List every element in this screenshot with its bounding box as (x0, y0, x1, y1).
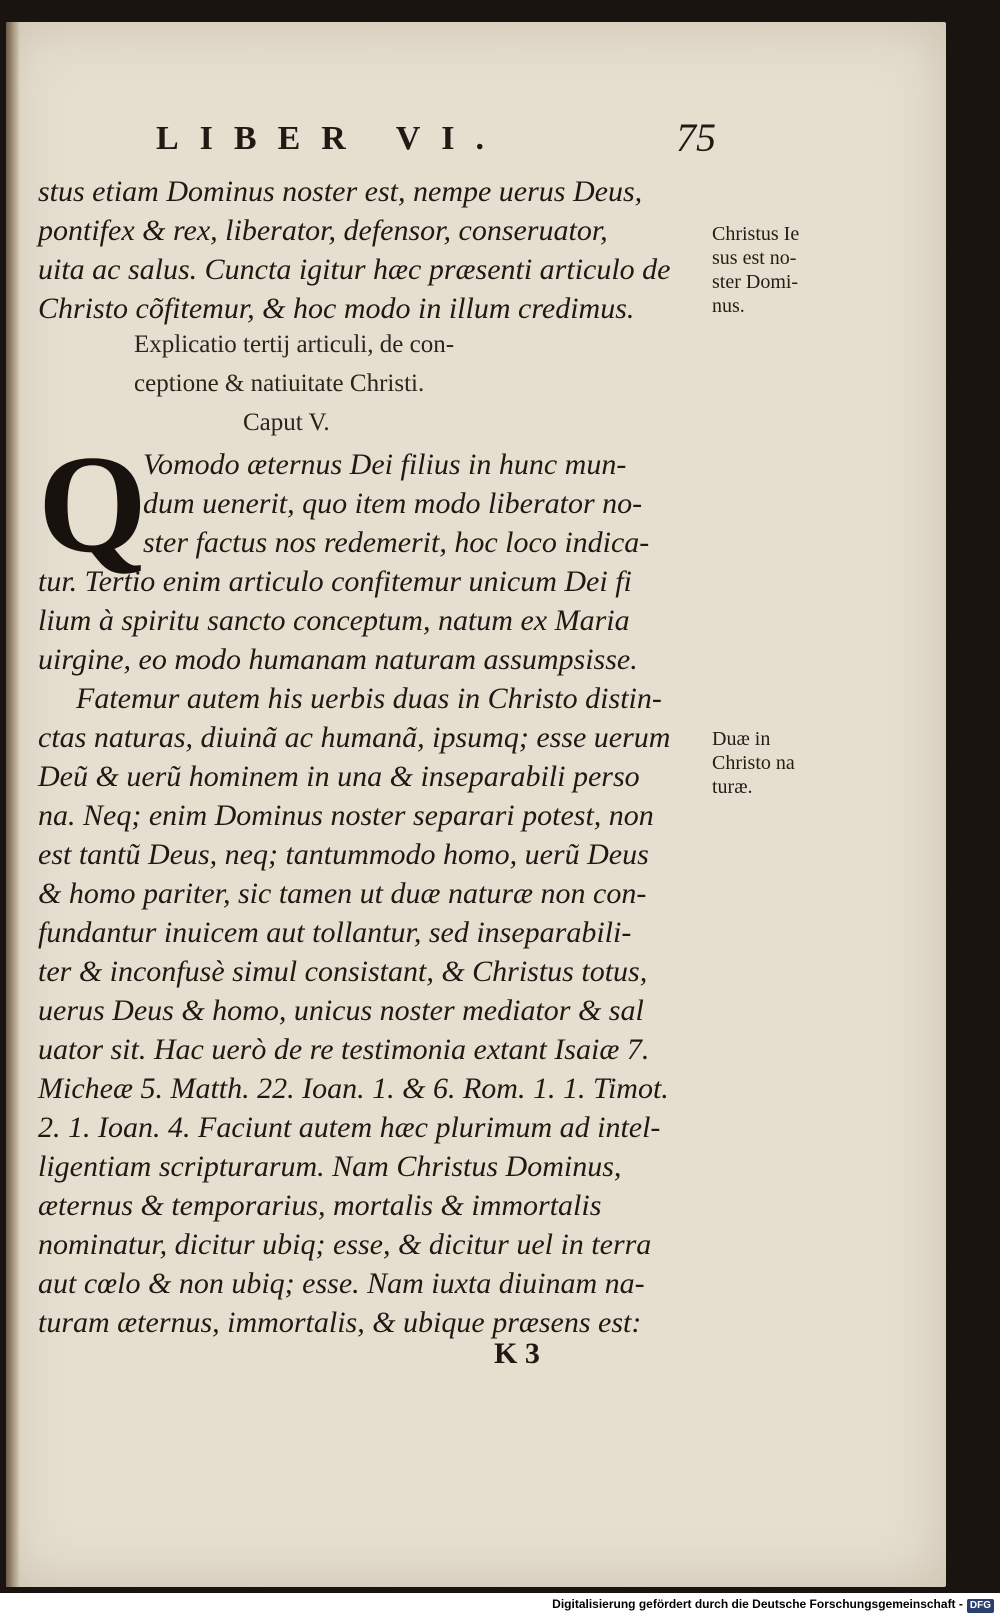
margin-note-line: Christo na (712, 752, 795, 774)
text-line: uator sit. Hac uerò de re testimonia extant Isaiæ 7. (38, 1033, 650, 1066)
margin-note-line: sus est no- (712, 247, 797, 269)
text-line: fundantur inuicem aut tollantur, sed inseparabili- (38, 916, 632, 949)
signature-mark: K 3 (494, 1337, 540, 1370)
text-line: ter & inconfusè simul consistant, & Christus totus, (38, 955, 648, 988)
margin-note-line: Duæ in (712, 728, 771, 750)
chapter-number: Caput V. (243, 409, 330, 436)
digitization-credit-bar (0, 1593, 1000, 1615)
margin-note-christus (712, 222, 842, 318)
text-line: Micheæ 5. Matth. 22. Ioan. 1. & 6. Rom. 1. 1. Timot. (38, 1072, 669, 1105)
text-line: ctas naturas, diuinã ac humanã, ipsumq; esse uerum (38, 721, 671, 754)
margin-note-line: Christus Ie (712, 223, 800, 245)
margin-note-line: turæ. (712, 776, 753, 798)
running-title: LIBER VI. (156, 120, 505, 157)
chapter-heading-line: Explicatio tertij articuli, de con- (134, 331, 455, 358)
text-line: aut cœlo & non ubiq; esse. Nam iuxta diuinam na- (38, 1267, 645, 1300)
text-line: & homo pariter, sic tamen ut duæ naturæ non con- (38, 877, 647, 910)
text-line: ster factus nos redemerit, hoc loco indica- (143, 526, 650, 559)
text-line: est tantũ Deus, neq; tantummodo homo, uerũ Deus (38, 838, 649, 871)
folio-number: 75 (676, 115, 716, 160)
page-gutter-shadow (6, 22, 20, 1587)
text-line: æternus & temporarius, mortalis & immortalis (38, 1189, 602, 1222)
text-line: na. Neq; enim Dominus noster separari potest, non (38, 799, 654, 832)
drop-cap-initial: Q (38, 427, 147, 582)
chapter-heading-line: ceptione & natiuitate Christi. (134, 370, 425, 397)
text-line: nominatur, dicitur ubiq; esse, & dicitur uel in terra (38, 1228, 652, 1261)
text-line: 2. 1. Ioan. 4. Faciunt autem hæc plurimum ad intel- (38, 1111, 661, 1144)
text-line: ligentiam scripturarum. Nam Christus Dominus, (38, 1150, 622, 1183)
margin-note-line: nus. (712, 295, 745, 317)
text-line: Christo cõfitemur, & hoc modo in illum credimus. (38, 292, 635, 325)
main-text-block (38, 172, 703, 1342)
text-line: uirgine, eo modo humanam naturam assumpsisse. (38, 643, 638, 676)
dfg-logo: DFG (967, 1599, 994, 1613)
text-line: tur. Tertio enim articulo confitemur unicum Dei fi (38, 565, 632, 598)
text-line: pontifex & rex, liberator, defensor, conseruator, (38, 214, 608, 247)
text-line: turam æternus, immortalis, & ubique præsens est: (38, 1306, 642, 1339)
text-line: Fatemur autem his uerbis duas in Christo distin- (76, 682, 662, 715)
margin-note-naturae (712, 727, 842, 799)
text-line: Vomodo æternus Dei filius in hunc mun- (143, 448, 627, 481)
text-line: dum uenerit, quo item modo liberator no- (143, 487, 643, 520)
text-line: stus etiam Dominus noster est, nempe uerus Deus, (38, 175, 643, 208)
margin-note-line: ster Domi- (712, 271, 799, 293)
text-line: Deũ & uerũ hominem in una & inseparabili perso (38, 760, 640, 793)
book-page (6, 22, 946, 1587)
running-header (156, 115, 716, 160)
text-line: uita ac salus. Cuncta igitur hæc præsenti articulo de (38, 253, 671, 286)
text-line: uerus Deus & homo, unicus noster mediator & sal (38, 994, 644, 1027)
text-line: lium à spiritu sancto conceptum, natum ex Maria (38, 604, 630, 637)
credit-text: Digitalisierung gefördert durch die Deutsche Forschungsgemeinschaft - (552, 1597, 963, 1611)
